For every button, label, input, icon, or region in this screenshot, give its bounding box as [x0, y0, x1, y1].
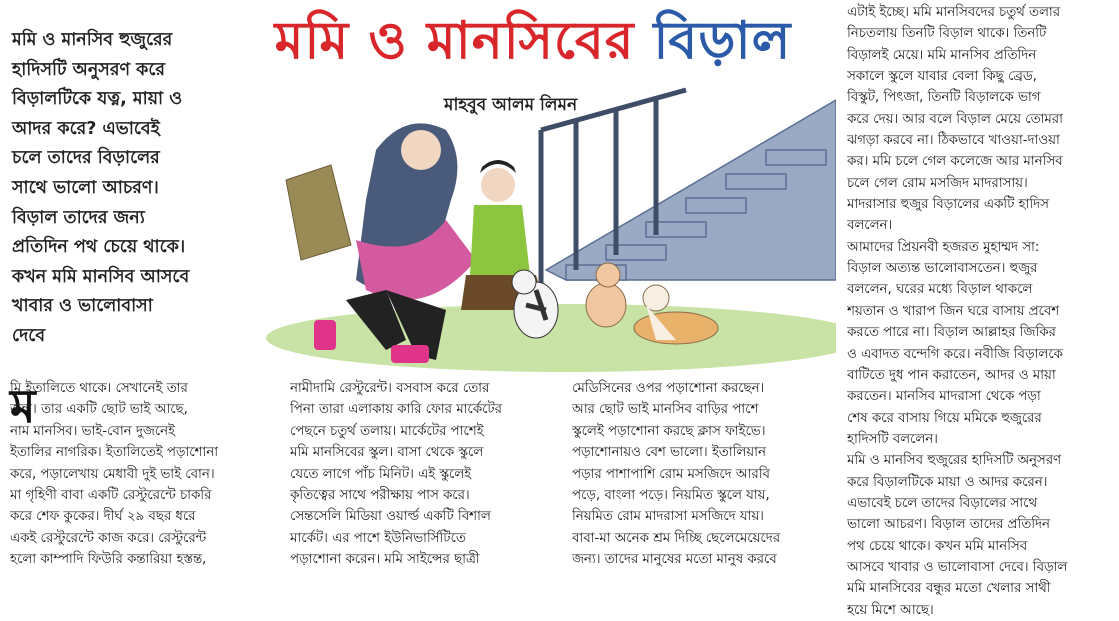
col4-line: শয়তান ও খারাপ জিন ঘরে বাসায় প্রবেশ [847, 303, 1060, 319]
col2-line: নামীদামি রেস্টুরেন্ট। বসবাস করে তোর [290, 381, 490, 396]
intro-line: দেবে [12, 325, 46, 346]
intro-line: প্রতিদিন পথ চেয়ে থাকে। [12, 237, 186, 258]
col4-line: ও এবাদত বন্দেগি করে। নবীজি বিড়ালকে [847, 346, 1063, 362]
title-part-2: বিড়াল [653, 11, 792, 71]
col3-line: পড়ার পাশাপাশি রোম মসজিদে আরবি [572, 466, 770, 482]
col4-line: ভালো আচরণ। বিড়াল তাদের প্রতিদিন [847, 517, 1050, 533]
col2-line: পিনা তারা এলাকায় কারি ফোর মার্কেটের [290, 402, 502, 418]
staircase [546, 100, 836, 280]
article-column-3 [572, 378, 830, 571]
col2-line: মার্কেট। এর পাশে ইউনিভার্সিটিতে [290, 530, 466, 546]
col4-line: করে বিড়ালটিকে মায়া ও আদর করেন। [847, 474, 1048, 490]
col2-line: পড়াশোনা করেন। মমি সাইন্সের ছাত্রী [290, 552, 480, 568]
col1-line: ইতালির নাগরিক। ইতালিতেই পড়াশোনা [10, 445, 219, 461]
col4-line: বললেন, ঘরের মধ্যে বিড়াল থাকলে [847, 282, 1033, 298]
col4-line: বিড়াল অত্যন্ত ভালোবাসতেন। হুজুর [847, 261, 1038, 277]
illustration-svg [236, 70, 836, 372]
col3-line: বাবা-মা অনেক শ্রম দিচ্ছি ছেলেমেয়েদের [572, 530, 781, 546]
col4-line: কর। মমি চলে গেল কলেজে আর মানসিব [847, 154, 1063, 170]
col3-line: স্কুলেই পড়াশোনা করছে ক্লাস ফাইভে। [572, 423, 766, 439]
illustration [236, 70, 836, 372]
col4-line: ঝগড়া করবে না। ঠিকভাবে খাওয়া-দাওয়া [847, 133, 1060, 149]
col4-line: সকালে স্কুলে যাবার বেলা কিছু ব্রেড, [847, 69, 1037, 85]
col1-line: মা গৃহিণী বাবা একটি রেস্টুরেন্টে চাকরি [10, 488, 212, 504]
title-part-1: মমি ও মানসিবের [274, 11, 635, 71]
intro-blurb [12, 26, 238, 352]
intro-line: চলে তাদের বিড়ালের [12, 148, 160, 169]
col4-line: করতেন। মানসিব মাদরাসা থেকে পড়া [847, 389, 1041, 405]
col3-line: আর ছোট ভাই মানসিব বাড়ির পাশে [572, 402, 759, 418]
col3-line: নিয়মিত রোম মাদরাসা মসজিদে যায়। [572, 509, 764, 525]
col4-line: বাটিতে দুধ পান করাতেন, আদর ও মায়া [847, 367, 1056, 383]
intro-line: সাথে ভালো আচরণ। [12, 177, 159, 198]
intro-line: বিড়াল তাদের জন্য [12, 207, 145, 228]
col1-line: নাম মানসিব। ভাই-বোন দুজনেই [10, 423, 175, 439]
col4-line: মমি ও মানসিব হুজুরের হাদিসটি অনুসরণ [847, 453, 1062, 469]
col1-line: মি ইতালিতে থাকে। সেখানেই তার [10, 381, 188, 396]
cat-1 [512, 270, 558, 338]
col4-line: পথ চেয়ে থাকে। কখন মমি মানসিব [847, 538, 1028, 554]
col2-line: যেতে লাগে পাঁচ মিনিট। এই স্কুলেই [290, 466, 472, 482]
intro-line: খাবার ও ভালোবাসা [12, 296, 153, 317]
col4-line: বললেন। [847, 218, 893, 234]
col1-line: করে শেফ কুকের। দীর্ঘ ২৯ বছর ধরে [10, 509, 196, 525]
intro-line: বিড়ালটিকে যত্ন, মায়া ও [12, 89, 183, 110]
article-column-4 [847, 2, 1109, 621]
col3-line: পড়াশোনায়ও বেশ ভালো। ইতালিয়ান [572, 445, 766, 461]
col4-line: শেষ করে বাসায় গিয়ে মমিকে হুজুরের [847, 410, 1042, 426]
col4-line: হয়ে মিশে আছে। [847, 602, 934, 618]
col4-line: চলে গেল রোম মসজিদ মাদরাসায়। [847, 175, 1028, 191]
col4-line: মমি মানসিবের বন্ধুর মতো খেলার সাথী [847, 581, 1051, 597]
intro-line: আদর করে? এভাবেই [12, 118, 160, 139]
col1-line: একই রেস্টুরেন্টে কাজ করে। রেস্টুরেন্ট [10, 530, 207, 546]
intro-line: হাদিসটি অনুসরণ করে [12, 59, 166, 80]
article-column-1 [10, 378, 272, 571]
col4-line: এভাবেই চলে তাদের বিড়ালের সাথে [847, 495, 1038, 511]
col2-line: সেন্তসেলি মিডিয়া ওয়ার্ল্ড একটি বিশাল [290, 509, 491, 525]
col1-line: হলো কাম্পাদি ফিউরি কন্তারিয়া হস্তন্ত, [10, 552, 207, 568]
col4-line: আসবে খাবার ও ভালোবাসা দেবে। বিড়াল [847, 559, 1068, 575]
col4-line: বিস্কুট, পিৎজা, তিনটি বিড়ালকে ভাগ [847, 90, 1041, 106]
col1-line: করে, পড়ালেখায় মেধাবী দুই ভাই বোন। [10, 466, 215, 482]
col3-line: মেডিসিনের ওপর পড়াশোনা করছেন। [572, 381, 765, 396]
author-byline: মাহবুব আলম লিমন [444, 95, 578, 115]
col1-line: জন্ম। তার একটি ছোট ভাই আছে, [10, 402, 188, 418]
col3-line: পড়ে, বাংলা পড়ে। নিয়মিত স্কুলে যায়, [572, 488, 770, 504]
col2-line: কৃতিত্বের সাথে পরীক্ষায় পাস করে। [290, 488, 470, 504]
col4-line: নিচতলায় তিনটি বিড়াল থাকে। তিনটি [847, 26, 1047, 42]
col4-line: হাদিসটি বললেন। [847, 431, 938, 447]
intro-line: মমি ও মানসিব হুজুরের [12, 30, 173, 50]
col4-line: বিড়ালই মেয়ে। মমি মানসিব প্রতিদিন [847, 47, 1037, 63]
article-title [248, 6, 818, 76]
col2-line: পেছনে চতুর্থ তলায়। মার্কেটের পাশেই [290, 423, 484, 439]
col4-line: আমাদের প্রিয়নবী হজরত মুহাম্মদ সা: [847, 239, 1040, 255]
col4-line: করে দেয়। আর বলে বিড়াল মেয়ে তোমরা [847, 111, 1063, 127]
col4-line: এটাই ইচ্ছে। মমি মানসিবদের চতুর্থ তলার [847, 5, 1061, 20]
col4-line: করতে পারে না। বিড়াল আল্লাহর জিকির [847, 325, 1056, 341]
drop-cap: ম [10, 379, 36, 433]
article-column-2 [290, 378, 552, 571]
col4-line: মাদরাসার হুজুর বিড়ালের একটি হাদিস [847, 197, 1049, 213]
col3-line: জন্য। তাদের মানুষের মতো মানুষ করবে [572, 552, 777, 568]
col2-line: মমি মানসিবের স্কুল। বাসা থেকে স্কুলে [290, 445, 484, 461]
intro-line: কখন মমি মানসিব আসবে [12, 266, 190, 287]
